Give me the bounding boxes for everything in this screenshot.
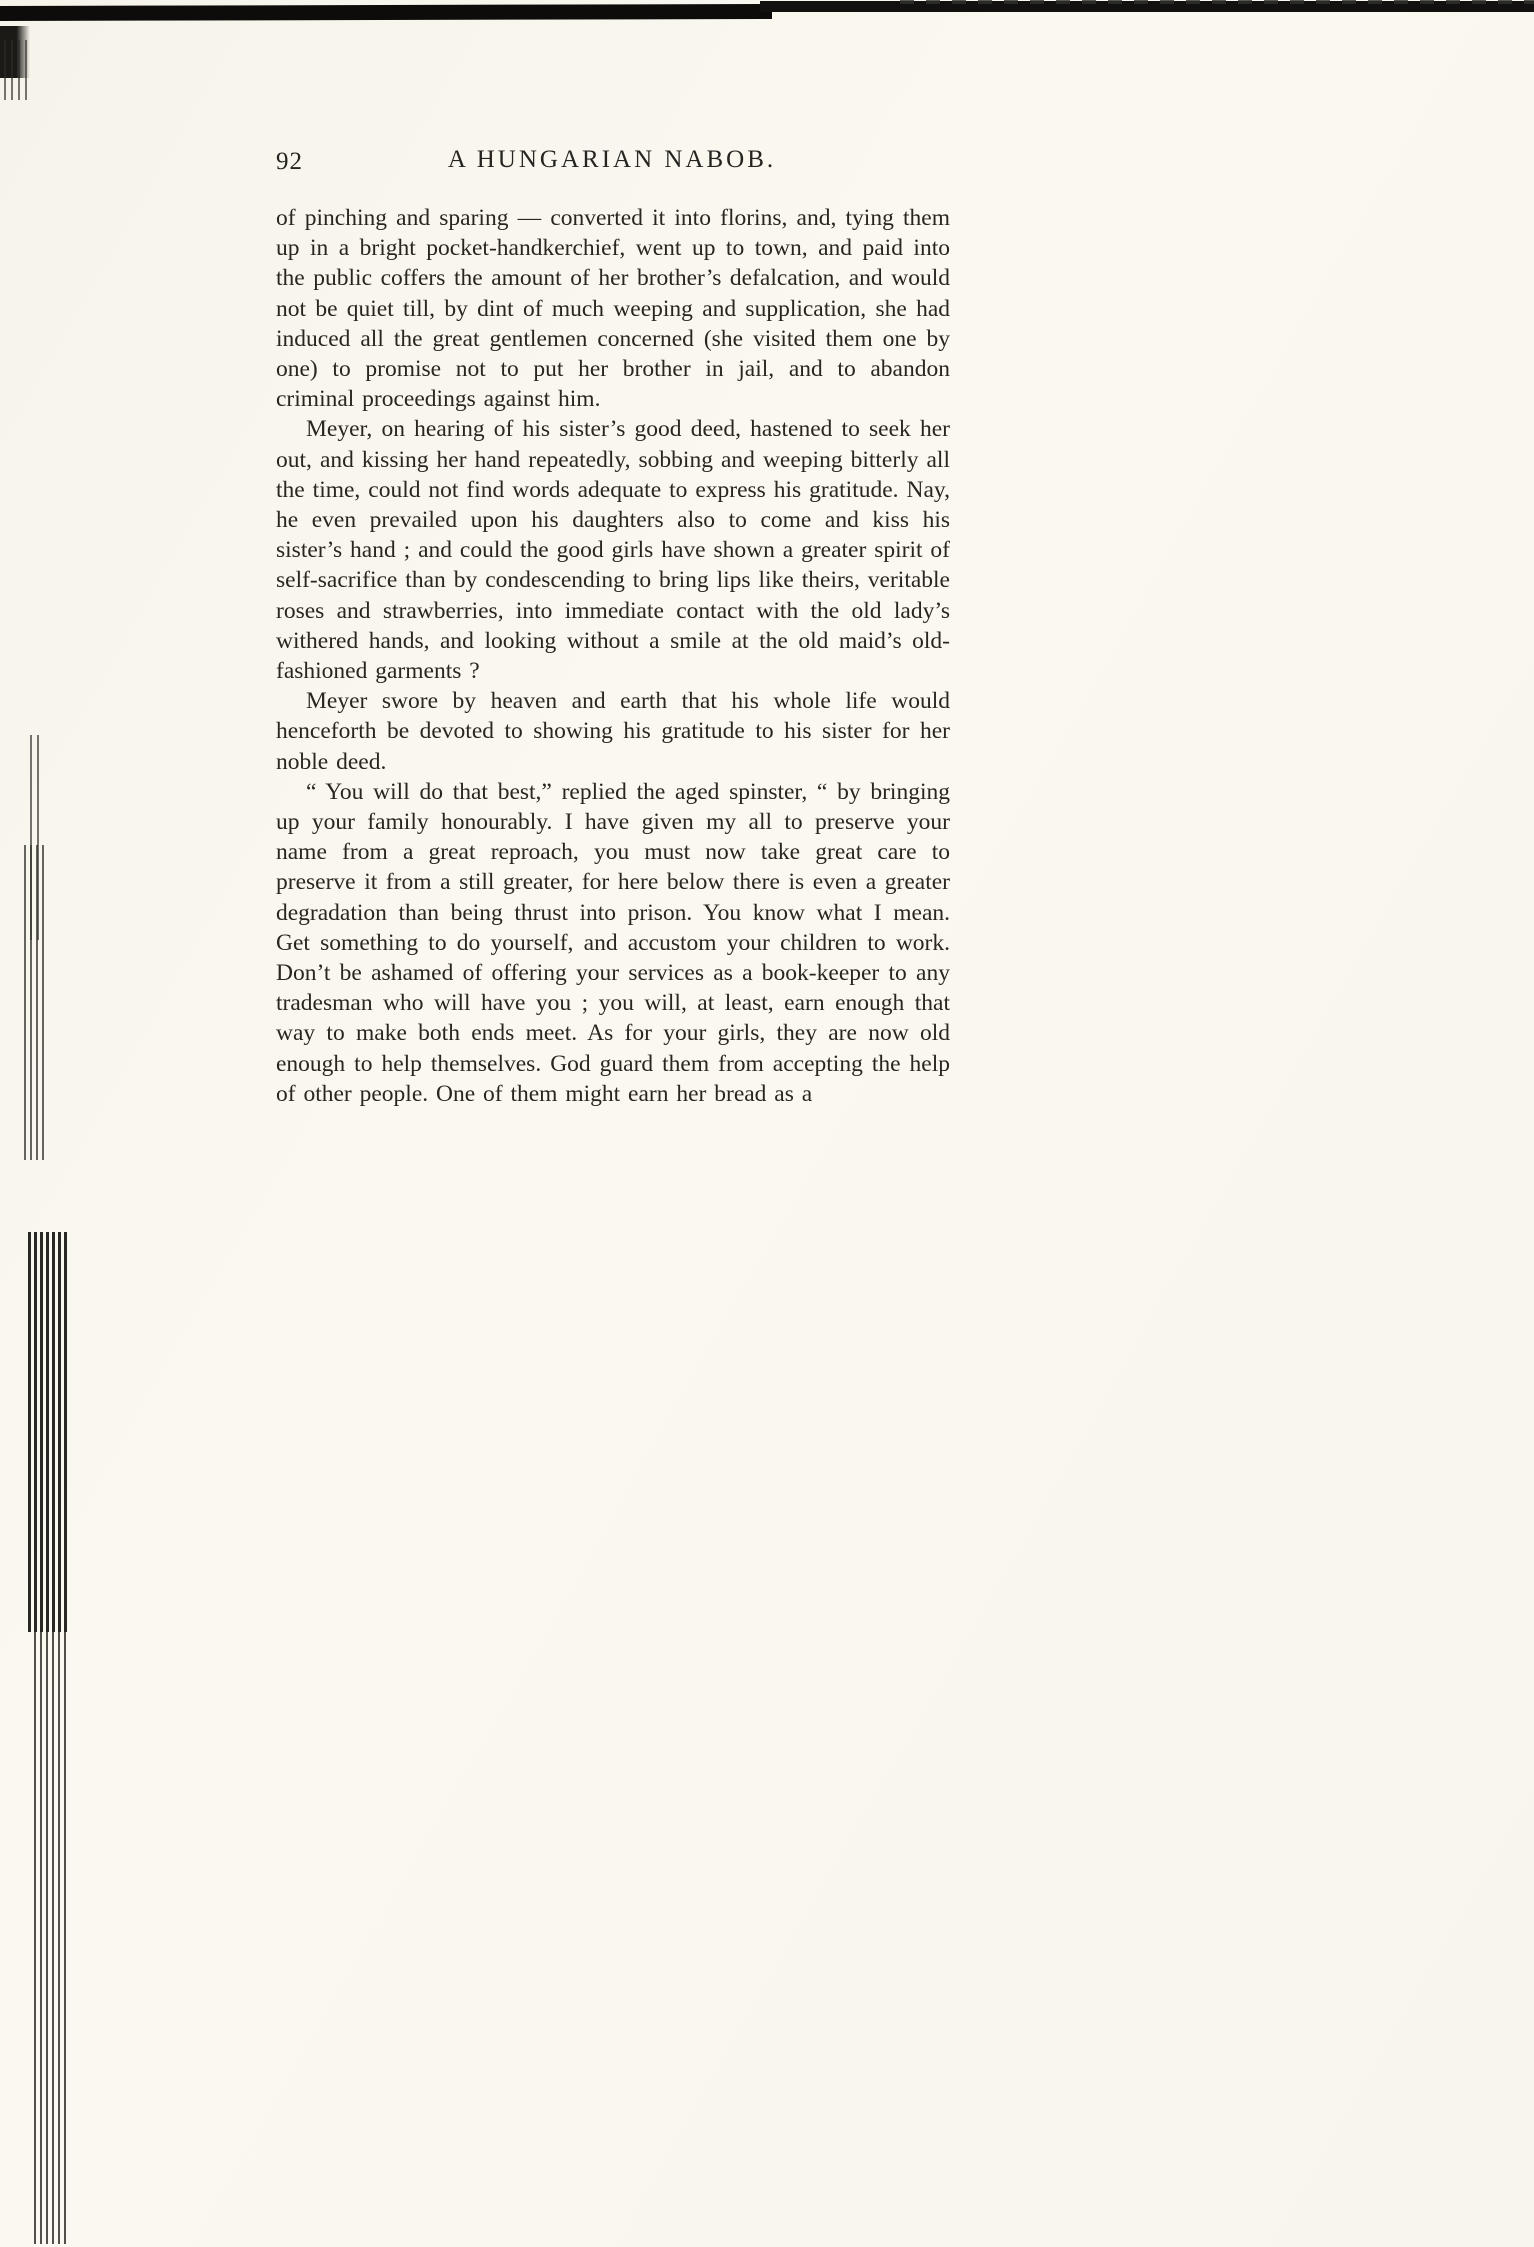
- running-title: A HUNGARIAN NABOB.: [447, 146, 777, 173]
- paragraph-1: of pinching and sparing — converted it into florins, and, tying them up in a bright pocket-handkerchief, went up to town, and paid into the public coffers the amount of her brother’s defalcation, and would not be quiet till, by dint of much weeping and supplication, she had induced all the great gentlemen concerned (she visited them one by one) to promise not to put her brother in jail, and to abandon criminal proceedings against him.: [276, 205, 950, 413]
- text-block: [276, 203, 950, 1109]
- paragraph-2: Meyer, on hearing of his sister’s good deed, hastened to seek her out, and kissing her hand repeatedly, sobbing and weeping bitterly all the time, could not find words adequate to express his gratitude. Nay, he even prevailed upon his daughters also to come and kiss his sister’s hand ; and could the good girls have shown a greater spirit of self-sacrifice than by condescending to bring lips like theirs, veritable roses and strawberries, into immediate contact with the old lady’s withered hands, and looking without a smile at the old maid’s old-fashioned garments ?: [276, 416, 950, 685]
- paragraph-4: “ You will do that best,” replied the aged spinster, “ by bringing up your family honourably. I have given my all to preserve your name from a great reproach, you must now take great care to preserve it from a still greater, for here below there is even a greater degradation than being thrust into prison. You know what I mean. Get something to do yourself, and accustom your children to work. Don’t be ashamed of offering your services as a book-keeper to any tradesman who will have you ; you will, at least, earn enough that way to make both ends meet. As for your girls, they are now old enough to help themselves. God guard them from accepting the help of other people. One of them might earn her bread as a: [276, 778, 950, 1107]
- page-header: [276, 146, 948, 180]
- paragraph-3: Meyer swore by heaven and earth that his whole life would henceforth be devoted to showing his gratitude to his sister for her noble deed.: [276, 688, 950, 775]
- page-number: 92: [276, 148, 303, 175]
